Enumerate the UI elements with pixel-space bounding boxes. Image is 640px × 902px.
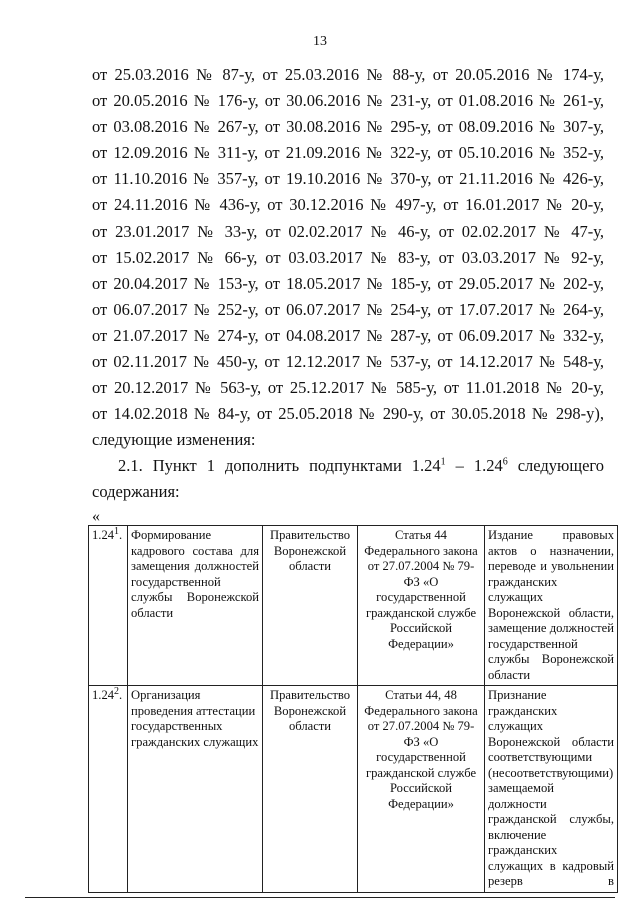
- reference-line: от 24.11.2016 № 436-у, от 30.12.2016 № 497-у, от 16.01.2017 № 20-у,: [92, 195, 604, 215]
- paragraph-continuation: содержания:: [92, 482, 180, 501]
- paragraph-text: – 1.24: [445, 456, 503, 475]
- opening-quote: «: [92, 508, 100, 525]
- reference-line: от 11.10.2016 № 357-у, от 19.10.2016 № 370-у, от 21.11.2016 № 426-у,: [92, 169, 604, 189]
- reference-line: от 12.09.2016 № 311-у, от 21.09.2016 № 322-у, от 05.10.2016 № 352-у,: [92, 143, 604, 163]
- reference-line: следующие изменения:: [92, 430, 256, 450]
- authority-cell: Правительство Воронежской области: [263, 526, 358, 686]
- reference-line: от 20.04.2017 № 153-у, от 18.05.2017 № 185-у, от 29.05.2017 № 202-у,: [92, 273, 604, 293]
- subclauses-table: [88, 525, 618, 893]
- reference-line: от 23.01.2017 № 33-у, от 02.02.2017 № 46-у, от 02.02.2017 № 47-у,: [92, 221, 604, 241]
- amendment-reference-list: [92, 62, 604, 453]
- result-cell: Признание гражданских служащих Воронежской области соответствующими (несоответствующими) замещаемой должности гражданской службы, включение гражданских служащих в кадровый резерв в: [485, 686, 618, 893]
- reference-line: от 02.11.2017 № 450-у, от 12.12.2017 № 537-у, от 14.12.2017 № 548-у,: [92, 352, 604, 372]
- authority-cell: Правительство Воронежской области: [263, 686, 358, 893]
- reference-line: от 03.08.2016 № 267-у, от 30.08.2016 № 295-у, от 08.09.2016 № 307-у,: [92, 117, 604, 137]
- bottom-divider: [25, 897, 615, 898]
- table-row: [89, 686, 618, 893]
- reference-line: от 21.07.2017 № 274-у, от 04.08.2017 № 287-у, от 06.09.2017 № 332-у,: [92, 325, 604, 345]
- result-cell: Издание правовых актов о назначении, переводе и увольнении гражданских служащих Воронежской области, замещение должностей государственной службы Воронежской области: [485, 526, 618, 686]
- row-number: 1.24$^2$.: [89, 686, 128, 893]
- paragraph-text: следующего: [507, 456, 605, 475]
- reference-line: от 20.05.2016 № 176-у, от 30.06.2016 № 231-у, от 01.08.2016 № 261-у,: [92, 91, 604, 111]
- legal-basis-cell: Статья 44 Федерального закона от 27.07.2004 № 79-ФЗ «О государственной гражданской службе Российской Федерации»: [358, 526, 485, 686]
- superscript: 6: [502, 456, 508, 468]
- paragraph-text: 2.1. Пункт 1 дополнить подпунктами 1.24: [118, 456, 441, 475]
- table-row: [89, 526, 618, 686]
- row-number: 1.24$^1$.: [89, 526, 128, 686]
- reference-line: от 20.12.2017 № 563-у, от 25.12.2017 № 585-у, от 11.01.2018 № 20-у,: [92, 378, 604, 398]
- reference-line: от 06.07.2017 № 252-у, от 06.07.2017 № 254-у, от 17.07.2017 № 264-у,: [92, 299, 604, 319]
- activity-cell: Организация проведения аттестации государственных гражданских служащих: [128, 686, 263, 893]
- amendment-paragraph: [118, 453, 604, 479]
- reference-line: от 14.02.2018 № 84-у, от 25.05.2018 № 290-у, от 30.05.2018 № 298-у),: [92, 404, 604, 424]
- reference-line: от 25.03.2016 № 87-у, от 25.03.2016 № 88-у, от 20.05.2016 № 174-у,: [92, 65, 604, 84]
- superscript: 2: [114, 685, 120, 697]
- activity-cell: Формирование кадрового состава для замещения должностей государственной службы Воронежской области: [128, 526, 263, 686]
- reference-line: от 15.02.2017 № 66-у, от 03.03.2017 № 83-у, от 03.03.2017 № 92-у,: [92, 247, 604, 267]
- page-number: 13: [313, 34, 327, 49]
- superscript: 1: [440, 456, 446, 468]
- superscript: 1: [114, 525, 120, 537]
- legal-basis-cell: Статьи 44, 48 Федерального закона от 27.07.2004 № 79-ФЗ «О государственной гражданской службе Российской Федерации»: [358, 686, 485, 893]
